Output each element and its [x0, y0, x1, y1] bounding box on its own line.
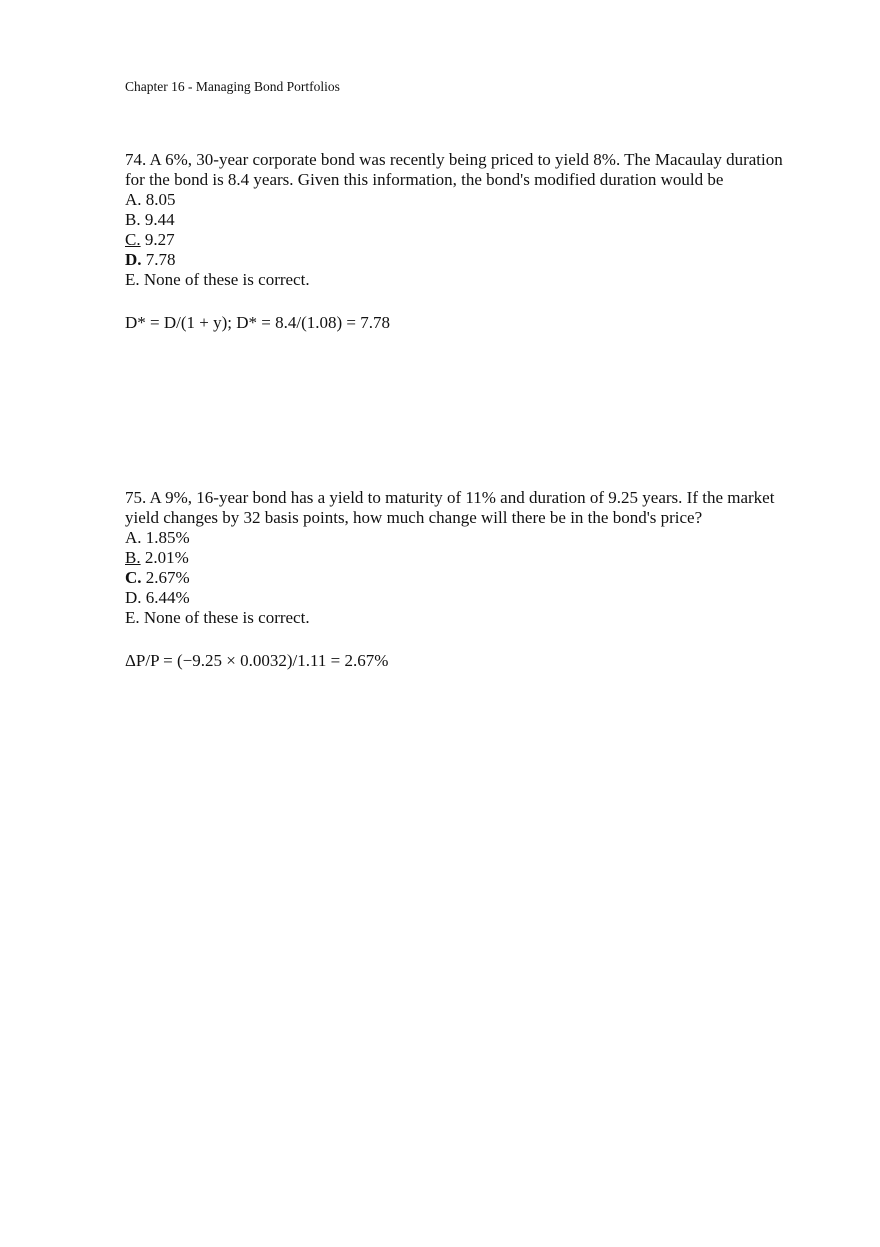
option-b: B. 2.01%	[125, 548, 189, 567]
option-c: C. 9.27	[125, 230, 175, 249]
question-stem: 74. A 6%, 30-year corporate bond was recently being priced to yield 8%. The Macaulay duration for the bond is 8.4 years. Given this information, the bond's modified duration would be	[125, 150, 783, 189]
explanation: D* = D/(1 + y); D* = 8.4/(1.08) = 7.78	[125, 313, 390, 332]
option-b: B. 9.44	[125, 210, 175, 229]
question-stem: 75. A 9%, 16-year bond has a yield to maturity of 11% and duration of 9.25 years. If the market yield changes by 32 basis points, how much change will there be in the bond's price?	[125, 488, 775, 527]
option-c-correct: C. 2.67%	[125, 568, 190, 587]
page-header: Chapter 16 - Managing Bond Portfolios	[125, 79, 340, 94]
option-d-correct: D. 7.78	[125, 250, 176, 269]
explanation: ΔP/P = (−9.25 × 0.0032)/1.11 = 2.67%	[125, 651, 389, 670]
option-d: D. 6.44%	[125, 588, 190, 607]
question-74	[125, 150, 805, 333]
option-a: A. 8.05	[125, 190, 176, 209]
option-a: A. 1.85%	[125, 528, 190, 547]
question-75	[125, 488, 805, 671]
option-e: E. None of these is correct.	[125, 608, 310, 627]
option-e: E. None of these is correct.	[125, 270, 310, 289]
